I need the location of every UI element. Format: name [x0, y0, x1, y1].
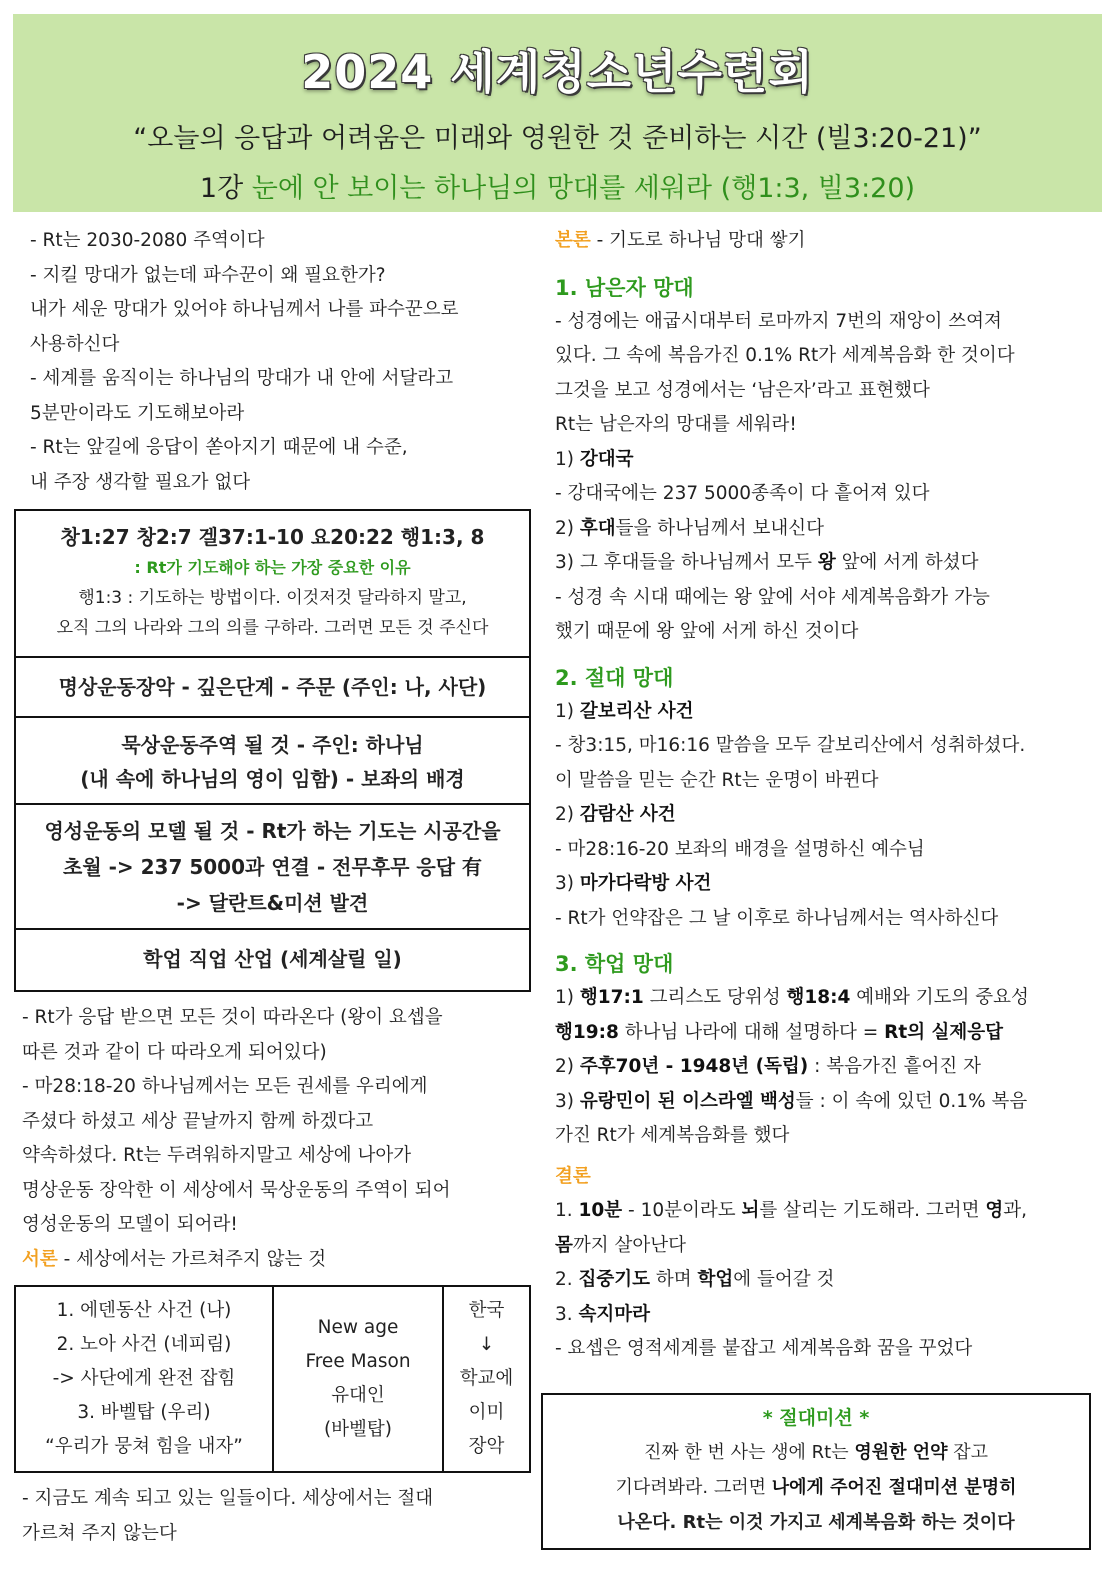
item-number: 1.	[555, 1200, 579, 1221]
item-text: 들을 하나님께서 보내신다	[615, 517, 824, 539]
main-text: - 기도로 하나님 망대 쌓기	[590, 230, 806, 251]
item-keyword: 집중기도	[578, 1269, 651, 1290]
table-cell-line: 유대인	[331, 1385, 385, 1406]
main-heading	[555, 224, 1095, 259]
item-number: 2.	[555, 1269, 579, 1290]
body-line: 명상운동 장악한 이 세상에서 묵상운동의 주역이 되어	[22, 1179, 451, 1201]
section-1-title: 1. 남은자 망대	[555, 275, 694, 300]
intro-section-text: - 세상에서는 가르쳐주지 않는 것	[57, 1248, 327, 1270]
table-cell-line: 3. 바벨탑 (우리)	[77, 1402, 211, 1423]
history-table	[14, 1285, 531, 1473]
item-number: 3.	[555, 1303, 579, 1325]
table-cell-line: 장악	[468, 1436, 505, 1457]
s2-line: - 마28:16-20 보좌의 배경을 설명하신 예수님	[555, 838, 925, 860]
s1-line: 했기 때문에 왕 앞에 서게 하신 것이다	[555, 621, 859, 642]
item-text: - 10분이라도	[622, 1200, 742, 1221]
mission-title: * 절대미션 *	[762, 1407, 870, 1429]
intro-section-heading	[22, 1243, 532, 1278]
item-keyword: 주후70년 - 1948년 (독립)	[579, 1056, 809, 1077]
s1-item-1	[555, 443, 1095, 478]
row4-line: -> 달란트&미션 발견	[176, 891, 369, 915]
theme-subtitle: “오늘의 응답과 어려움은 미래와 영원한 것 준비하는 시간 (빌3:20-21)”	[133, 123, 982, 154]
item-keyword: 행18:4	[786, 987, 851, 1008]
table-cell-line: 2. 노아 사건 (네피림)	[56, 1334, 232, 1355]
item-text: 3) 그 후대들을 하나님께서 모두	[555, 552, 818, 573]
s1-line: - 성경에는 애굽시대부터 로마까지 7번의 재앙이 쓰여져	[555, 310, 1002, 332]
intro-line: - 지킬 망대가 없는데 파수꾼이 왜 필요한가?	[30, 264, 386, 286]
conclusion-label: 결론	[555, 1165, 591, 1187]
table-col-groups	[272, 1287, 442, 1471]
s1-item-1-desc: - 강대국에는 237 5000종족이 다 흩어져 있다	[555, 483, 930, 504]
header-banner	[13, 14, 1102, 212]
section-3-title: 3. 학업 망대	[555, 952, 674, 976]
s3-item-1-cont	[555, 1016, 1095, 1051]
item-text: 앞에 서게 하셨다	[835, 552, 979, 573]
body-line: 영성운동의 모델이 되어라!	[22, 1214, 238, 1235]
body-line: 따른 것과 같이 다 따라오게 되어있다)	[22, 1041, 327, 1063]
item-number: 3)	[555, 1090, 580, 1112]
item-text: : 복음가진 흩어진 자	[808, 1056, 981, 1077]
table-col-korea	[442, 1287, 529, 1471]
row4-line: 영성운동의 모델 될 것 - Rt가 하는 기도는 시공간을	[44, 819, 501, 843]
down-arrow-icon: ↓	[478, 1334, 495, 1355]
summary-box	[14, 509, 531, 992]
mission-keyword: 나에게 주어진 절대미션 분명히	[771, 1477, 1017, 1498]
item-keyword: 왕	[817, 552, 836, 573]
table-cell-line: -> 사단에게 완전 잡힘	[52, 1368, 236, 1389]
intro-line: 5분만이라도 기도해보아라	[30, 402, 245, 424]
row3-line: 묵상운동주역 될 것 - 주인: 하나님	[121, 733, 424, 757]
table-cell-line: 이미	[468, 1402, 505, 1423]
table-cell-line: 학교에	[459, 1368, 514, 1389]
conclusion-3	[555, 1298, 1095, 1333]
s2-line: - 창3:15, 마16:16 말씀을 모두 갈보리산에서 성취하셨다.	[555, 735, 1026, 756]
left-intro	[30, 224, 530, 500]
conclusion-1-cont	[555, 1229, 1095, 1264]
left-after-box	[22, 1001, 532, 1277]
mission-line-2	[543, 1470, 1089, 1505]
lecture-name: 눈에 안 보이는 하나님의 망대를 세워라 (행1:3, 빌3:20)	[251, 173, 916, 204]
s3-item-3	[555, 1085, 1095, 1120]
table-cell-line: Free Mason	[305, 1351, 411, 1372]
left-closing	[22, 1482, 532, 1551]
s3-line: 가진 Rt가 세계복음화를 했다	[555, 1125, 790, 1146]
item-keyword: 후대	[579, 517, 616, 539]
row4-line: 초월 -> 237 5000과 연결 - 전무후무 응답 有	[63, 855, 482, 879]
item-keyword: 10분	[578, 1200, 623, 1221]
table-cell-line: “우리가 뭉쳐 힘을 내자”	[45, 1436, 243, 1457]
box-row-meditation: 명상운동장악 - 깊은단계 - 주문 (주인: 나, 사단)	[16, 658, 529, 718]
s1-line: Rt는 남은자의 망대를 세워라!	[555, 414, 797, 435]
body-line: 약속하셨다. Rt는 두려워하지말고 세상에 나아가	[22, 1145, 412, 1166]
item-keyword: 마가다락방 사건	[579, 873, 712, 894]
item-keyword: 뇌	[741, 1200, 760, 1221]
table-cell-line: (바벨탑)	[323, 1419, 393, 1440]
right-column	[555, 224, 1095, 1367]
reason-body: 행1:3 : 기도하는 방법이다. 이것저것 달라하지 말고,	[78, 588, 467, 608]
item-keyword: 유랑민이 된 이스라엘 백성	[579, 1090, 796, 1112]
s2-line: 이 말씀을 믿는 순간 Rt는 운명이 바뀐다	[555, 769, 879, 791]
item-number: 2)	[555, 804, 580, 825]
closing-line: - 지금도 계속 되고 있는 일들이다. 세상에서는 절대	[22, 1488, 434, 1509]
box-row-career: 학업 직업 산업 (세계살릴 일)	[143, 947, 402, 971]
intro-line: - 세계를 움직이는 하나님의 망대가 내 안에 서달라고	[30, 368, 454, 389]
s1-line: - 성경 속 시대 때에는 왕 앞에 서야 세계복음화가 가능	[555, 586, 990, 608]
s2-item-3	[555, 867, 1095, 902]
s2-line: - Rt가 언약잡은 그 날 이후로 하나님께서는 역사하신다	[555, 907, 999, 929]
s3-item-2	[555, 1050, 1095, 1085]
item-number: 2)	[555, 517, 580, 539]
item-text: 하나님 나라에 대해 설명하다 =	[618, 1021, 885, 1043]
item-text: 까지 살아난다	[572, 1234, 686, 1256]
intro-line: - Rt는 2030-2080 주역이다	[30, 230, 265, 251]
item-number: 1)	[555, 700, 580, 722]
s2-item-1	[555, 695, 1095, 730]
verse-list: 창1:27 창2:7 겔37:1-10 요20:22 행1:3, 8	[60, 525, 485, 549]
table-col-events	[16, 1287, 272, 1471]
main-label: 본론	[555, 230, 591, 251]
conclusion-1	[555, 1194, 1095, 1229]
box-row-verses	[16, 511, 529, 658]
lecture-number: 1강	[199, 173, 252, 204]
mission-line-3: 나온다. Rt는 이것 가지고 세계복음화 하는 것이다	[617, 1512, 1015, 1533]
item-text: 하며	[650, 1269, 698, 1290]
item-keyword: 갈보리산 사건	[579, 700, 694, 722]
absolute-mission-box	[541, 1393, 1091, 1550]
intro-section-label: 서론	[22, 1248, 58, 1270]
intro-line: 사용하신다	[30, 333, 120, 355]
body-line: - 마28:18-20 하나님께서는 모든 권세를 우리에게	[22, 1076, 428, 1097]
conclusion-4: - 요셉은 영적세계를 붙잡고 세계복음화 꿈을 꾸었다	[555, 1338, 973, 1359]
item-keyword: 학업	[697, 1269, 734, 1290]
item-number: 1)	[555, 448, 580, 470]
item-keyword: 강대국	[579, 448, 634, 470]
intro-line: - Rt는 앞길에 응답이 쏟아지기 때문에 내 수준,	[30, 437, 408, 458]
body-line: 주셨다 하셨고 세상 끝날까지 함께 하겠다고	[22, 1110, 374, 1132]
item-keyword: Rt의 실제응답	[884, 1021, 1004, 1043]
closing-line: 가르쳐 주지 않는다	[22, 1522, 177, 1544]
s2-item-2	[555, 798, 1095, 833]
mission-text: 진짜 한 번 사는 생에 Rt는	[643, 1442, 855, 1463]
body-line: - Rt가 응답 받으면 모든 것이 따라온다 (왕이 요셉을	[22, 1007, 443, 1028]
item-keyword: 행17:1	[579, 987, 644, 1008]
item-text: 그리스도 당위성	[643, 987, 787, 1008]
item-keyword: 행19:8	[555, 1021, 619, 1043]
reason-body: 오직 그의 나라와 그의 의를 구하라. 그러면 모든 것 주신다	[56, 618, 489, 638]
prayer-reason: : Rt가 기도해야 하는 가장 중요한 이유	[134, 558, 411, 577]
item-number: 1)	[555, 987, 580, 1008]
item-number: 3)	[555, 873, 580, 894]
item-keyword: 속지마라	[578, 1303, 651, 1325]
table-cell-line: New age	[317, 1317, 399, 1338]
s1-item-2	[555, 512, 1095, 547]
mission-text: 기다려봐라. 그러면	[615, 1477, 772, 1498]
row3-line: (내 속에 하나님의 영이 임함) - 보좌의 배경	[80, 767, 465, 791]
s3-item-1	[555, 981, 1095, 1016]
mission-text: 잡고	[947, 1442, 989, 1463]
intro-line: 내 주장 생각할 필요가 없다	[30, 471, 251, 493]
intro-line: 내가 세운 망대가 있어야 하나님께서 나를 파수꾼으로	[30, 299, 459, 320]
s1-item-3	[555, 546, 1095, 581]
conclusion-2	[555, 1263, 1095, 1298]
item-keyword: 몸	[555, 1234, 573, 1256]
table-cell-line: 한국	[468, 1300, 505, 1321]
box-row-spiritual	[16, 805, 529, 930]
lecture-title	[13, 166, 1102, 205]
s1-line: 있다. 그 속에 복음가진 0.1% Rt가 세계복음화 한 것이다	[555, 345, 1015, 366]
item-text: 들 : 이 속에 있던 0.1% 복음	[795, 1090, 1028, 1112]
item-text: 과,	[1003, 1200, 1028, 1221]
mission-keyword: 영원한 언약	[854, 1442, 948, 1463]
item-number: 2)	[555, 1056, 580, 1077]
page-title: 2024 세계청소년수련회	[301, 45, 814, 99]
box-row-contemplation	[16, 718, 529, 805]
item-keyword: 영	[985, 1200, 1004, 1221]
item-text: 예배와 기도의 중요성	[850, 987, 1029, 1008]
table-cell-line: 1. 에덴동산 사건 (나)	[56, 1300, 232, 1321]
item-text: 를 살리는 기도해라. 그러면	[759, 1200, 986, 1221]
item-keyword: 감람산 사건	[579, 804, 676, 825]
section-2-title: 2. 절대 망대	[555, 665, 674, 690]
s1-line: 그것을 보고 성경에서는 ‘남은자’라고 표현했다	[555, 379, 930, 401]
item-text: 에 들어갈 것	[733, 1269, 835, 1290]
mission-line-1	[543, 1435, 1089, 1470]
